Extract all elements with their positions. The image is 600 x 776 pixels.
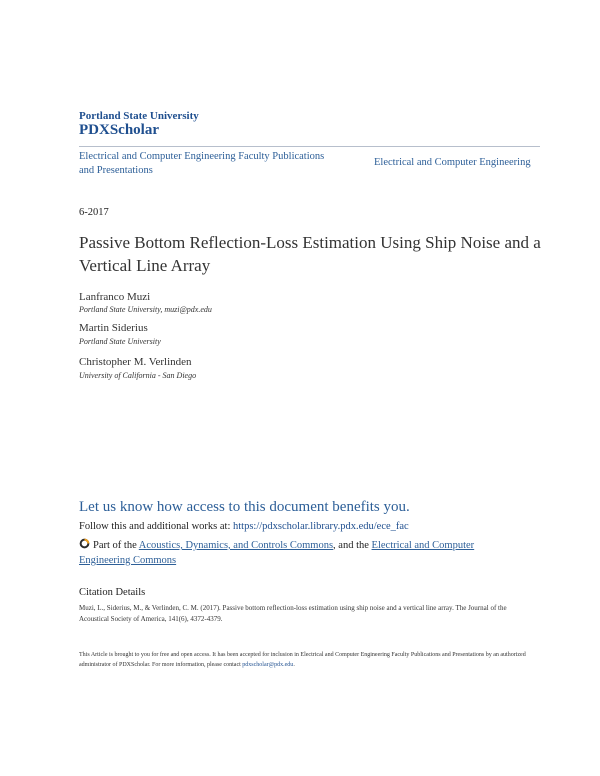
author-name: Martin Siderius	[79, 322, 148, 334]
contact-email-link[interactable]: pdxscholar@pdx.edu	[242, 662, 294, 668]
header-divider	[79, 146, 540, 147]
follow-line	[79, 521, 409, 532]
document-title: Passive Bottom Reflection-Loss Estimation Using Ship Noise and a Vertical Line Array	[79, 233, 541, 275]
author-affiliation: University of California - San Diego	[79, 371, 197, 380]
collection-link[interactable]: Electrical and Computer Engineering Faculty Publications and Presentations	[79, 151, 325, 176]
acoustics-commons-link[interactable]: Acoustics, Dynamics, and Controls Commons	[138, 540, 334, 551]
ece-commons-link[interactable]: Electrical and Computer Engineering Commons	[79, 540, 475, 566]
footer-notice	[79, 650, 529, 670]
author-name: Christopher M. Verlinden	[79, 356, 192, 368]
institution-name[interactable]: Portland State University	[79, 110, 199, 122]
citation-heading: Citation Details	[79, 587, 146, 598]
department-link[interactable]: Electrical and Computer Engineering	[374, 157, 531, 168]
part-of-prefix: Part of the	[93, 540, 139, 551]
author-name: Lanfranco Muzi	[79, 291, 151, 303]
follow-prefix: Follow this and additional works at:	[79, 521, 233, 532]
author-affiliation: Portland State University	[79, 337, 161, 346]
repository-name[interactable]: PDXScholar	[79, 122, 159, 138]
publication-date: 6-2017	[79, 207, 109, 218]
part-of-mid: , and the	[333, 540, 372, 551]
repository-url-link[interactable]: https://pdxscholar.library.pdx.edu/ece_fac	[233, 521, 409, 532]
feedback-link[interactable]: Let us know how access to this document benefits you.	[79, 499, 410, 515]
footer-end: .	[293, 662, 295, 668]
citation-text: Muzi, L., Siderius, M., & Verlinden, C. M. (2017). Passive bottom reflection-loss estimation using ship noise and a vertical line array. The Journal of the Acoustical Society of America, 141(6), 4372-4379.	[79, 604, 507, 623]
author-affiliation: Portland State University, muzi@pdx.edu	[79, 305, 212, 314]
part-of-line	[79, 538, 509, 568]
footer-text: This Article is brought to you for free and open access. It has been accepted for inclusion in Electrical and Computer Engineering Faculty Publications and Presentations by an authorized administrator of PDXScholar. For more information, please contact	[79, 652, 526, 668]
open-access-icon	[79, 538, 90, 549]
